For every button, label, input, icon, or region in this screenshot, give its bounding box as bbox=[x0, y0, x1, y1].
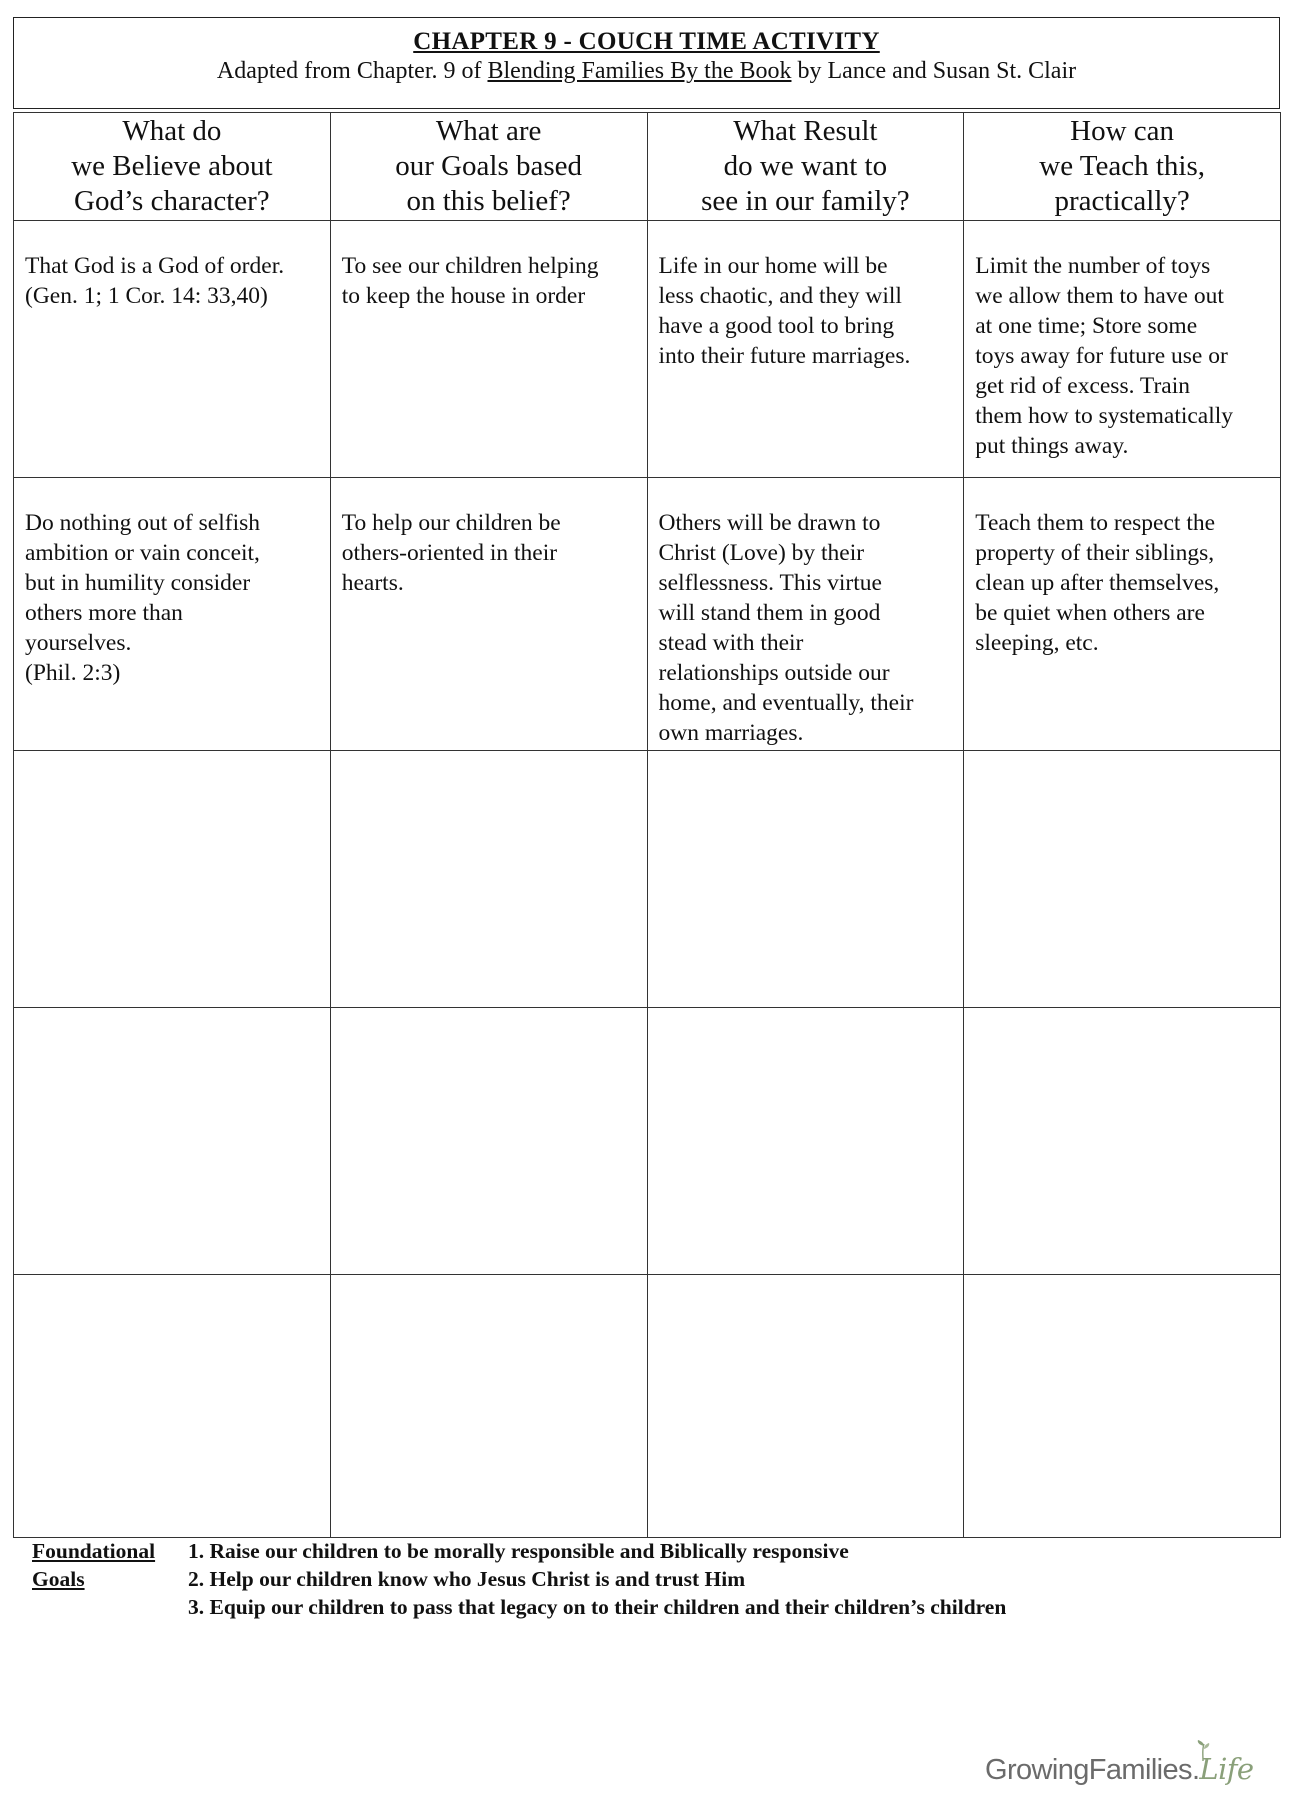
empty-cell bbox=[964, 751, 1281, 1008]
header-box bbox=[13, 17, 1280, 109]
empty-cell bbox=[14, 751, 331, 1008]
table-cell: To help our children be others-oriented in their hearts. bbox=[330, 478, 647, 751]
subtitle-prefix: Adapted from Chapter. 9 of bbox=[216, 58, 488, 84]
empty-table-row bbox=[14, 1275, 1281, 1538]
subtitle-suffix: by Lance and Susan St. Clair bbox=[791, 58, 1077, 84]
table-cell: To see our children helping to keep the house in order bbox=[330, 221, 647, 478]
empty-cell bbox=[647, 1275, 964, 1538]
empty-cell bbox=[330, 751, 647, 1008]
empty-cell bbox=[964, 1008, 1281, 1275]
table-cell: Limit the number of toys we allow them to have out at one time; Store some toys away for future use or get rid of excess. Train them how to systematically put things away. bbox=[964, 221, 1281, 478]
table-cell: Life in our home will be less chaotic, and they will have a good tool to bring into their future marriages. bbox=[647, 221, 964, 478]
table-cell: Teach them to respect the property of their siblings, clean up after themselves, be quiet when others are sleeping, etc. bbox=[964, 478, 1281, 751]
logo-accent-text: Life bbox=[1199, 1752, 1254, 1786]
goal-item: 3. Equip our children to pass that legacy on to their children and their children’s children bbox=[188, 1595, 1007, 1619]
foundational-goals-label: Foundational Goals bbox=[32, 1539, 156, 1591]
goal-item: 1. Raise our children to be morally responsible and Biblically responsive bbox=[188, 1539, 849, 1563]
empty-cell bbox=[330, 1275, 647, 1538]
table-cell: That God is a God of order. (Gen. 1; 1 Cor. 14: 33,40) bbox=[14, 221, 331, 478]
goal-item: 2. Help our children know who Jesus Christ is and trust Him bbox=[188, 1567, 746, 1591]
empty-cell bbox=[964, 1275, 1281, 1538]
table-row bbox=[14, 478, 1281, 751]
table-cell: Do nothing out of selfish ambition or vain conceit, but in humility consider others more than yourselves. (Phil. 2:3) bbox=[14, 478, 331, 751]
page-subtitle bbox=[14, 58, 1279, 85]
book-title: Blending Families By the Book bbox=[487, 58, 792, 84]
empty-cell bbox=[14, 1008, 331, 1275]
empty-table-row bbox=[14, 1008, 1281, 1275]
column-header-teach: How can we Teach this, practically? bbox=[964, 113, 1281, 221]
activity-table bbox=[13, 112, 1281, 1538]
empty-cell bbox=[14, 1275, 331, 1538]
logo-main-text: GrowingFamilies. bbox=[985, 1754, 1200, 1786]
page-title: CHAPTER 9 - COUCH TIME ACTIVITY bbox=[413, 28, 880, 55]
empty-cell bbox=[647, 1008, 964, 1275]
table-row bbox=[14, 221, 1281, 478]
column-header-goals: What are our Goals based on this belief? bbox=[330, 113, 647, 221]
empty-cell bbox=[330, 1008, 647, 1275]
table-header-row bbox=[14, 113, 1281, 221]
table-cell: Others will be drawn to Christ (Love) by their selflessness. This virtue will stand them in good stead with their relationships outside our home, and eventually, their own marriages. bbox=[647, 478, 964, 751]
column-header-result: What Result do we want to see in our family? bbox=[647, 113, 964, 221]
leaf-icon bbox=[1193, 1740, 1213, 1762]
empty-cell bbox=[647, 751, 964, 1008]
empty-table-row bbox=[14, 751, 1281, 1008]
column-header-believe: What do we Believe about God’s character? bbox=[14, 113, 331, 221]
foundational-goals-list bbox=[188, 1537, 1006, 1621]
growingfamilies-logo bbox=[985, 1752, 1253, 1787]
